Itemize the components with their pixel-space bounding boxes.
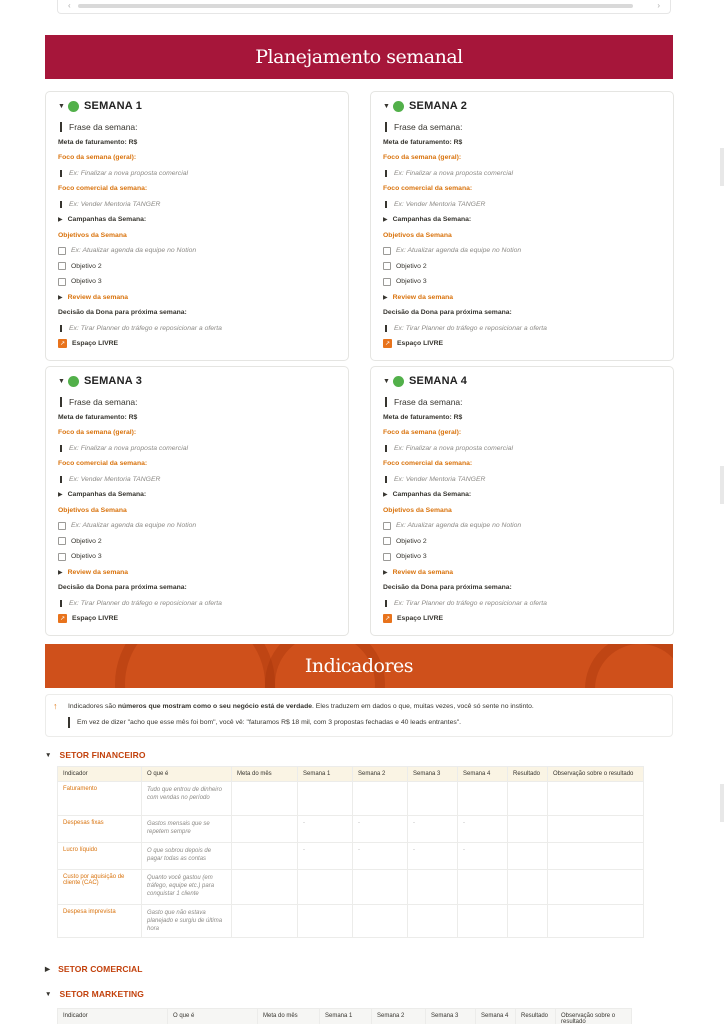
card-row — [58, 394, 338, 410]
value-cell[interactable] — [408, 905, 458, 938]
foco-geral-example[interactable]: Ex: Finalizar a nova proposta comercial — [60, 170, 188, 177]
value-cell[interactable]: - — [298, 816, 353, 843]
card-row — [383, 394, 663, 410]
foco-comercial-example[interactable]: Ex: Vender Mentoria TANGER — [385, 201, 485, 208]
objetivos-label: Objetivos da Semana — [58, 231, 127, 239]
checkbox[interactable] — [58, 262, 66, 270]
frase-quote: Frase da semana: — [60, 122, 138, 132]
value-cell[interactable] — [548, 843, 644, 870]
side-scroll-marker[interactable] — [720, 784, 724, 822]
card-row — [58, 166, 338, 182]
week-card — [45, 366, 349, 636]
value-cell[interactable] — [458, 905, 508, 938]
section-title: SETOR MARKETING — [59, 989, 145, 999]
foco-geral-example[interactable]: Ex: Finalizar a nova proposta comercial — [385, 445, 513, 452]
toggle-closed-icon[interactable]: ▶ — [383, 569, 388, 576]
column-header: Meta do mês — [258, 1009, 320, 1024]
section-toggle-marketing[interactable] — [45, 989, 144, 999]
value-cell[interactable] — [548, 870, 644, 905]
frase-quote: Frase da semana: — [60, 397, 138, 407]
column-header: Semana 3 — [408, 767, 458, 782]
card-row — [58, 596, 338, 612]
value-cell[interactable]: - — [408, 843, 458, 870]
week-title: SEMANA 1 — [84, 100, 143, 112]
campanhas-toggle[interactable] — [383, 212, 663, 228]
arrow-link-icon: ↗ — [59, 616, 66, 623]
table-row — [58, 905, 644, 938]
objective-1-label: Ex: Atualizar agenda da equipe no Notion — [396, 522, 522, 530]
review-toggle[interactable] — [58, 290, 338, 306]
objective-3-label: Objetivo 3 — [71, 553, 102, 561]
card-row — [383, 425, 663, 441]
section-title: SETOR FINANCEIRO — [59, 750, 146, 760]
card-row — [383, 441, 663, 457]
toggle-closed-icon[interactable]: ▶ — [58, 294, 63, 301]
campanhas-toggle-label: Campanhas da Semana: — [392, 216, 472, 224]
objective-1[interactable] — [383, 518, 663, 534]
objective-2[interactable] — [58, 259, 338, 275]
campanhas-toggle-label: Campanhas da Semana: — [67, 491, 147, 499]
card-row — [383, 135, 663, 151]
objective-1[interactable] — [58, 518, 338, 534]
objective-2[interactable] — [383, 534, 663, 550]
decisao-label: Decisão da Dona para próxima semana: — [58, 309, 187, 317]
column-header: Observação sobre o resultado — [556, 1009, 632, 1024]
card-row — [58, 580, 338, 596]
value-cell[interactable] — [232, 905, 298, 938]
indicator-desc[interactable]: O que sobrou depois de pagar todas as contas — [142, 843, 232, 870]
card-row — [58, 503, 338, 519]
week-header[interactable] — [58, 98, 338, 114]
column-header: Semana 3 — [426, 1009, 476, 1024]
week-header[interactable] — [383, 373, 663, 389]
review-toggle-label: Review da semana — [392, 568, 454, 576]
value-cell[interactable] — [408, 782, 458, 816]
checkbox[interactable] — [58, 522, 66, 530]
toggle-open-icon[interactable]: ▼ — [58, 377, 65, 385]
toggle-closed-icon[interactable]: ▶ — [58, 492, 63, 499]
frase-quote: Frase da semana: — [385, 122, 463, 132]
foco-geral-example[interactable]: Ex: Finalizar a nova proposta comercial — [60, 445, 188, 452]
planning-title: Planejamento semanal — [255, 46, 463, 68]
card-row — [383, 166, 663, 182]
objective-2-label: Objetivo 2 — [71, 537, 102, 545]
meta-faturamento: Meta de faturamento: R$ — [58, 413, 138, 421]
foco-geral-label: Foco da semana (geral): — [58, 154, 137, 162]
card-row — [58, 181, 338, 197]
card-row — [383, 596, 663, 612]
decisao-example[interactable]: Ex: Tirar Planner do tráfego e reposicionar a oferta — [385, 600, 547, 607]
decisao-label: Decisão da Dona para próxima semana: — [58, 584, 187, 592]
column-header: Semana 4 — [476, 1009, 516, 1024]
value-cell[interactable] — [548, 816, 644, 843]
objective-2[interactable] — [383, 259, 663, 275]
column-header: Semana 1 — [320, 1009, 372, 1024]
value-cell[interactable] — [298, 905, 353, 938]
objective-3[interactable] — [58, 274, 338, 290]
value-cell[interactable] — [298, 870, 353, 905]
objective-3[interactable] — [58, 549, 338, 565]
campanhas-toggle-label: Campanhas da Semana: — [392, 491, 472, 499]
meta-faturamento: Meta de faturamento: R$ — [383, 138, 463, 146]
value-cell[interactable] — [353, 905, 408, 938]
espaco-label: Espaço LIVRE — [72, 615, 119, 623]
arrow-link-icon: ↗ — [59, 341, 66, 348]
indicator-desc[interactable]: Gasto que não estava planejado e surgiu de última hora — [142, 905, 232, 938]
checkbox[interactable] — [383, 553, 391, 561]
indicator-desc[interactable]: Quanto você gastou (em tráfego, equipe etc.) para conquistar 1 cliente — [142, 870, 232, 905]
table-row — [58, 782, 644, 816]
review-toggle-label: Review da semana — [67, 568, 129, 576]
financeiro-table — [57, 766, 644, 938]
objective-1[interactable] — [383, 243, 663, 259]
card-row — [383, 305, 663, 321]
scroll-right-icon[interactable]: › — [657, 1, 660, 10]
callout-quote: Em vez de dizer "acho que esse mês foi bom", você vê: "faturamos R$ 18 mil, com 3 propostas fechadas e 40 leads entrantes". — [68, 717, 461, 728]
scroll-left-icon[interactable]: ‹ — [68, 1, 71, 10]
card-row — [58, 321, 338, 337]
objective-2-label: Objetivo 2 — [71, 262, 102, 270]
card-row — [58, 410, 338, 426]
card-row — [383, 503, 663, 519]
value-cell[interactable]: - — [298, 843, 353, 870]
horizontal-scrollbar[interactable] — [57, 0, 671, 14]
foco-geral-label: Foco da semana (geral): — [383, 429, 462, 437]
checkbox[interactable] — [383, 247, 391, 255]
card-row — [58, 305, 338, 321]
value-cell[interactable] — [353, 870, 408, 905]
toggle-closed-icon[interactable]: ▶ — [58, 569, 63, 576]
toggle-closed-icon[interactable]: ▶ — [383, 492, 388, 499]
objective-1-label: Ex: Atualizar agenda da equipe no Notion — [71, 522, 197, 530]
arrow-link-icon: ↗ — [384, 341, 391, 348]
week-title: SEMANA 3 — [84, 375, 143, 387]
scrollbar-thumb[interactable] — [78, 4, 633, 8]
indicator-name[interactable]: Custo por aquisição de cliente (CAC) — [58, 870, 142, 905]
column-header: Observação sobre o resultado — [548, 767, 644, 782]
week-title: SEMANA 4 — [409, 375, 468, 387]
value-cell[interactable] — [232, 870, 298, 905]
objective-3[interactable] — [383, 549, 663, 565]
value-cell[interactable] — [508, 816, 548, 843]
value-cell[interactable] — [298, 782, 353, 816]
value-cell[interactable] — [508, 782, 548, 816]
decisao-example[interactable]: Ex: Tirar Planner do tráfego e reposicionar a oferta — [60, 325, 222, 332]
indicator-name[interactable]: Despesas fixas — [58, 816, 142, 843]
column-header: Semana 2 — [353, 767, 408, 782]
value-cell[interactable]: - — [458, 816, 508, 843]
card-row — [58, 425, 338, 441]
value-cell[interactable] — [548, 905, 644, 938]
decisao-example[interactable]: Ex: Tirar Planner do tráfego e reposicionar a oferta — [60, 600, 222, 607]
indicators-banner — [45, 644, 673, 688]
toggle-open-icon[interactable]: ▼ — [383, 102, 390, 110]
objective-3-label: Objetivo 3 — [396, 553, 427, 561]
meta-faturamento: Meta de faturamento: R$ — [58, 138, 138, 146]
foco-comercial-label: Foco comercial da semana: — [58, 185, 148, 193]
objective-1-label: Ex: Atualizar agenda da equipe no Notion — [71, 247, 197, 255]
checkbox[interactable] — [58, 537, 66, 545]
campanhas-toggle[interactable] — [58, 487, 338, 503]
table-row — [58, 816, 644, 843]
value-cell[interactable] — [458, 870, 508, 905]
card-row — [383, 197, 663, 213]
value-cell[interactable]: - — [353, 843, 408, 870]
card-row — [383, 410, 663, 426]
objetivos-label: Objetivos da Semana — [383, 506, 452, 514]
status-dot-icon — [393, 376, 404, 387]
side-scroll-marker[interactable] — [720, 466, 724, 504]
checkbox[interactable] — [58, 247, 66, 255]
value-cell[interactable] — [232, 816, 298, 843]
table-row — [58, 870, 644, 905]
week-card — [45, 91, 349, 361]
value-cell[interactable] — [408, 870, 458, 905]
foco-comercial-example[interactable]: Ex: Vender Mentoria TANGER — [385, 476, 485, 483]
objective-3[interactable] — [383, 274, 663, 290]
value-cell[interactable] — [232, 782, 298, 816]
value-cell[interactable]: - — [353, 816, 408, 843]
status-dot-icon — [68, 376, 79, 387]
espaco-label: Espaço LIVRE — [397, 615, 444, 623]
espaco-livre-link[interactable] — [383, 336, 663, 352]
card-row — [58, 119, 338, 135]
card-row — [58, 456, 338, 472]
decisao-label: Decisão da Dona para próxima semana: — [383, 309, 512, 317]
value-cell[interactable] — [353, 782, 408, 816]
toggle-closed-icon[interactable]: ▶ — [45, 966, 51, 973]
toggle-open-icon[interactable]: ▼ — [45, 990, 52, 998]
review-toggle-label: Review da semana — [392, 293, 454, 301]
week-header[interactable] — [58, 373, 338, 389]
meta-faturamento: Meta de faturamento: R$ — [383, 413, 463, 421]
foco-geral-label: Foco da semana (geral): — [383, 154, 462, 162]
banner-decoration — [585, 644, 673, 688]
decisao-example[interactable]: Ex: Tirar Planner do tráfego e reposicionar a oferta — [385, 325, 547, 332]
campanhas-toggle[interactable] — [58, 212, 338, 228]
card-row — [58, 135, 338, 151]
column-header: Indicador — [58, 1009, 168, 1024]
espaco-livre-link[interactable] — [58, 336, 338, 352]
value-cell[interactable] — [508, 905, 548, 938]
column-header: Semana 1 — [298, 767, 353, 782]
value-cell[interactable] — [508, 870, 548, 905]
foco-comercial-label: Foco comercial da semana: — [383, 460, 473, 468]
indicators-title: Indicadores — [304, 655, 414, 677]
card-row — [383, 119, 663, 135]
callout-text: Indicadores são números que mostram como o seu negócio está de verdade. Eles traduzem em dados o que, muitas vezes, você só sente no instinto. — [68, 703, 534, 710]
card-row — [383, 228, 663, 244]
objective-2-label: Objetivo 2 — [396, 537, 427, 545]
value-cell[interactable]: - — [408, 816, 458, 843]
foco-geral-label: Foco da semana (geral): — [58, 429, 137, 437]
week-title: SEMANA 2 — [409, 100, 468, 112]
foco-geral-example[interactable]: Ex: Finalizar a nova proposta comercial — [385, 170, 513, 177]
toggle-open-icon[interactable]: ▼ — [58, 102, 65, 110]
campanhas-toggle-label: Campanhas da Semana: — [67, 216, 147, 224]
column-header: Resultado — [508, 767, 548, 782]
value-cell[interactable]: - — [458, 843, 508, 870]
indicators-callout — [45, 694, 673, 737]
card-row — [383, 150, 663, 166]
checkbox[interactable] — [58, 553, 66, 561]
card-row — [383, 321, 663, 337]
column-header: Resultado — [516, 1009, 556, 1024]
arrow-link-icon: ↗ — [384, 616, 391, 623]
toggle-closed-icon[interactable]: ▶ — [383, 217, 388, 224]
checkbox[interactable] — [383, 522, 391, 530]
card-row — [383, 580, 663, 596]
espaco-label: Espaço LIVRE — [397, 340, 444, 348]
column-header: Semana 2 — [372, 1009, 426, 1024]
column-header: Meta do mês — [232, 767, 298, 782]
section-toggle-financeiro[interactable] — [45, 750, 146, 760]
objective-2-label: Objetivo 2 — [396, 262, 427, 270]
checkbox[interactable] — [383, 262, 391, 270]
espaco-livre-link[interactable] — [58, 611, 338, 627]
section-toggle-comercial[interactable] — [45, 964, 143, 974]
card-row — [58, 472, 338, 488]
column-header: O que é — [168, 1009, 258, 1024]
table-row — [58, 843, 644, 870]
foco-comercial-label: Foco comercial da semana: — [383, 185, 473, 193]
arrow-up-icon: ↑ — [53, 701, 58, 711]
week-header[interactable] — [383, 98, 663, 114]
toggle-open-icon[interactable]: ▼ — [45, 751, 52, 759]
value-cell[interactable] — [548, 782, 644, 816]
section-title: SETOR COMERCIAL — [58, 964, 143, 974]
review-toggle[interactable] — [383, 565, 663, 581]
review-toggle-label: Review da semana — [67, 293, 129, 301]
review-toggle[interactable] — [383, 290, 663, 306]
card-row — [383, 456, 663, 472]
review-toggle[interactable] — [58, 565, 338, 581]
card-row — [383, 472, 663, 488]
indicator-name[interactable]: Faturamento — [58, 782, 142, 816]
side-scroll-marker[interactable] — [720, 148, 724, 186]
status-dot-icon — [393, 101, 404, 112]
card-row — [383, 181, 663, 197]
indicator-name[interactable]: Lucro líquido — [58, 843, 142, 870]
status-dot-icon — [68, 101, 79, 112]
column-header: Semana 4 — [458, 767, 508, 782]
banner-decoration — [115, 644, 275, 688]
value-cell[interactable] — [458, 782, 508, 816]
objective-3-label: Objetivo 3 — [396, 278, 427, 286]
card-row — [58, 441, 338, 457]
value-cell[interactable] — [508, 843, 548, 870]
week-card — [370, 366, 674, 636]
campanhas-toggle[interactable] — [383, 487, 663, 503]
decisao-label: Decisão da Dona para próxima semana: — [383, 584, 512, 592]
indicator-name[interactable]: Despesa imprevista — [58, 905, 142, 938]
espaco-label: Espaço LIVRE — [72, 340, 119, 348]
frase-quote: Frase da semana: — [385, 397, 463, 407]
column-header: O que é — [142, 767, 232, 782]
toggle-closed-icon[interactable]: ▶ — [58, 217, 63, 224]
checkbox[interactable] — [383, 278, 391, 286]
objective-1-label: Ex: Atualizar agenda da equipe no Notion — [396, 247, 522, 255]
toggle-open-icon[interactable]: ▼ — [383, 377, 390, 385]
indicator-desc[interactable]: Tudo que entrou de dinheiro com vendas no período — [142, 782, 232, 816]
espaco-livre-link[interactable] — [383, 611, 663, 627]
foco-comercial-example[interactable]: Ex: Vender Mentoria TANGER — [60, 476, 160, 483]
marketing-table — [57, 1008, 632, 1024]
week-card — [370, 91, 674, 361]
objetivos-label: Objetivos da Semana — [58, 506, 127, 514]
card-row — [58, 197, 338, 213]
column-header: Indicador — [58, 767, 142, 782]
objective-1[interactable] — [58, 243, 338, 259]
objetivos-label: Objetivos da Semana — [383, 231, 452, 239]
objective-3-label: Objetivo 3 — [71, 278, 102, 286]
checkbox[interactable] — [58, 278, 66, 286]
objective-2[interactable] — [58, 534, 338, 550]
value-cell[interactable] — [232, 843, 298, 870]
foco-comercial-label: Foco comercial da semana: — [58, 460, 148, 468]
card-row — [58, 150, 338, 166]
toggle-closed-icon[interactable]: ▶ — [383, 294, 388, 301]
foco-comercial-example[interactable]: Ex: Vender Mentoria TANGER — [60, 201, 160, 208]
planning-banner — [45, 35, 673, 79]
checkbox[interactable] — [383, 537, 391, 545]
indicator-desc[interactable]: Gastos mensais que se repetem sempre — [142, 816, 232, 843]
card-row — [58, 228, 338, 244]
